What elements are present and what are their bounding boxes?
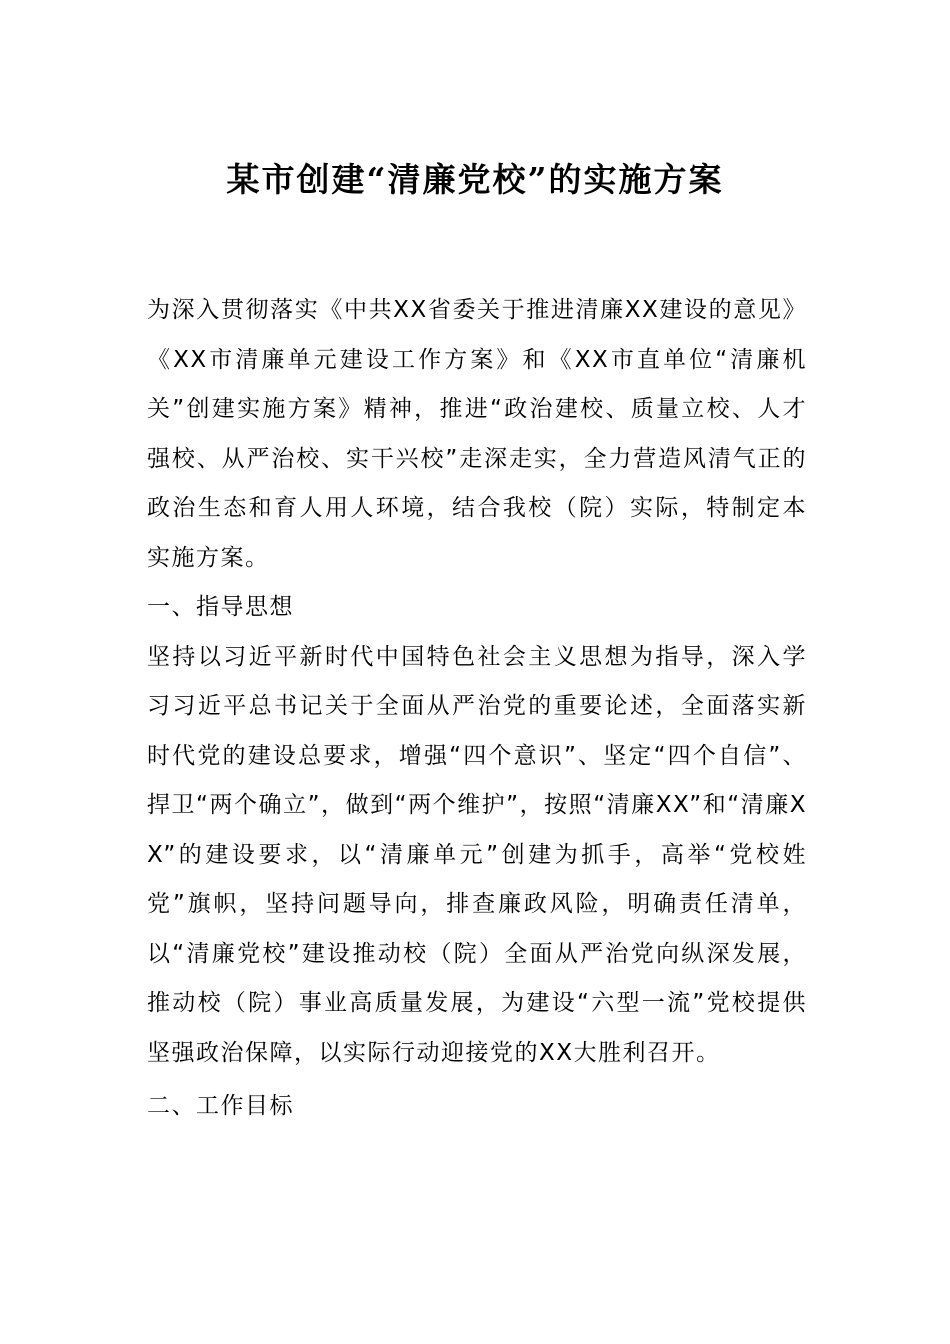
section-heading-work-goals: 二、工作目标 bbox=[147, 1093, 294, 1119]
document-title: 某市创建“清廉党校”的实施方案 bbox=[226, 160, 724, 199]
section-heading-guiding-thought: 一、指导思想 bbox=[147, 594, 294, 620]
intro-paragraph: 为深入贯彻落实《中共XX省委关于推进清廉XX建设的意见》《XX市清廉单元建设工作方案》和《XX市直单位“清廉机关”创建实施方案》精神，推进“政治建校、质量立校、人才强校、从严治校、实干兴校”走深走实，全力营造风清气正的政治生态和育人用人环境，结合我校（院）实际，特制定本实施方案。 bbox=[147, 297, 807, 571]
document-body bbox=[147, 286, 807, 1132]
section-paragraph-guiding-thought: 坚持以习近平新时代中国特色社会主义思想为指导，深入学习习近平总书记关于全面从严治党的重要论述，全面落实新时代党的建设总要求，增强“四个意识”、坚定“四个自信”、捍卫“两个确立”，做到“两个维护”，按照“清廉XX”和“清廉XX”的建设要求，以“清廉单元”创建为抓手，高举“党校姓党”旗帜，坚持问题导向，排查廉政风险，明确责任清单，以“清廉党校”建设推动校（院）全面从严治党向纵深发展，推动校（院）事业高质量发展，为建设“六型一流”党校提供坚强政治保障，以实际行动迎接党的XX大胜利召开。 bbox=[147, 643, 807, 1066]
